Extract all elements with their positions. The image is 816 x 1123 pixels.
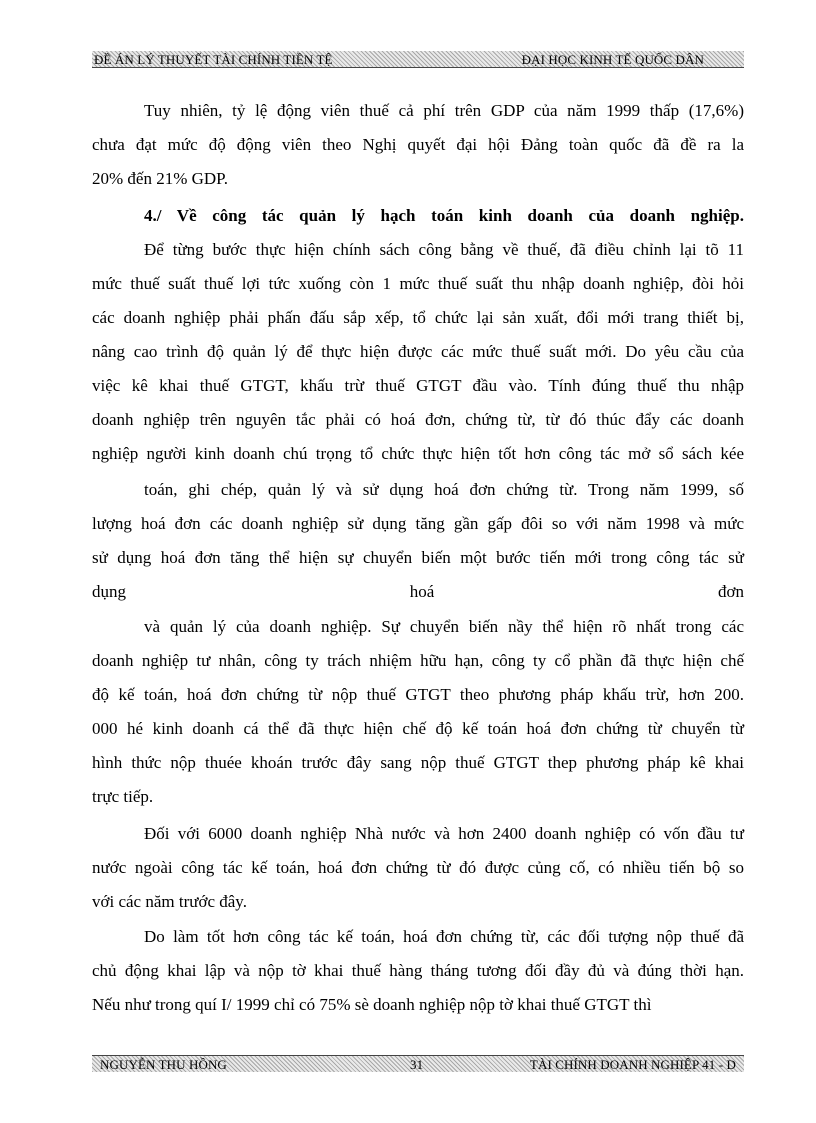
text-line: hình thức nộp thuée khoán trước đây sang nộp thuế GTGT thep phương pháp kê khai (92, 753, 744, 772)
page-header (92, 51, 744, 68)
text-line: Đối với 6000 doanh nghiệp Nhà nước và hơn 2400 doanh nghiệp có vốn đầu tư (144, 824, 744, 843)
page-footer (92, 1055, 744, 1072)
text-line: sử dụng hoá đơn tăng thể hiện sự chuyển biến một bước tiến mới trong công tác sử (92, 548, 744, 567)
text-line: 20% đến 21% GDP. (92, 169, 228, 188)
text-line: Tuy nhiên, tỷ lệ động viên thuế cả phí trên GDP của năm 1999 thấp (17,6%) (144, 101, 744, 120)
text-line: toán, ghi chép, quản lý và sử dụng hoá đơn chứng từ. Trong năm 1999, số (144, 480, 744, 499)
section-heading: 4./ Về công tác quản lý hạch toán kinh doanh của doanh nghiệp. (144, 206, 744, 225)
text-line: dụng hoá đơn (92, 582, 744, 601)
page-number: 31 (410, 1057, 424, 1072)
text-line: mức thuế suất thuế lợi tức xuống còn 1 mức thuế suất thu nhập doanh nghiệp, đòi hỏi (92, 274, 744, 293)
text-line: trực tiếp. (92, 787, 154, 806)
header-course-title: ĐỀ ÁN LÝ THUYẾT TÀI CHÍNH TIỀN TỆ (94, 52, 333, 67)
text-line: Do làm tốt hơn công tác kế toán, hoá đơn chứng từ, các đối tượng nộp thuế đã (144, 927, 744, 946)
text-line: và quản lý của doanh nghiệp. Sự chuyển biến nầy thể hiện rõ nhất trong các (144, 617, 744, 636)
text-line: với các năm trước đây. (92, 892, 247, 911)
text-line: độ kế toán, hoá đơn chứng từ nộp thuế GTGT theo phương pháp khấu trừ, hơn 200. (92, 685, 744, 704)
footer-author: NGUYỄN THU HỒNG (100, 1057, 227, 1072)
footer-class: TÀI CHÍNH DOANH NGHIỆP 41 - D (529, 1057, 736, 1072)
text-line: Để từng bước thực hiện chính sách công bằng về thuế, đã điều chỉnh lại tõ 11 (144, 240, 744, 259)
text-line: chưa đạt mức độ động viên theo Nghị quyết đại hội Đảng toàn quốc đã đề ra la (92, 135, 744, 154)
header-university: ĐẠI HỌC KINH TẾ QUỐC DÂN (521, 52, 704, 67)
text-line: lượng hoá đơn các doanh nghiệp sử dụng tăng gần gấp đôi so với năm 1998 và mức (92, 514, 744, 533)
text-line: 000 hé kinh doanh cá thể đã thực hiện chế độ kế toán hoá đơn chứng từ chuyển từ (92, 719, 744, 738)
text-line: việc kê khai thuế GTGT, khấu trừ thuế GTGT đầu vào. Tính đúng thuế thu nhập (92, 376, 744, 395)
text-line: doanh nghiệp tư nhân, công ty trách nhiệm hữu hạn, công ty cổ phần đã thực hiện chế (92, 651, 744, 670)
text-line: chủ động khai lập và nộp tờ khai thuế hàng tháng tương đối đầy đủ và đúng thời hạn. (92, 961, 744, 980)
text-line: nâng cao trình độ quản lý để thực hiện được các mức thuế suất mới. Do yêu cầu của (92, 342, 744, 361)
text-line: Nếu như trong quí I/ 1999 chỉ có 75% sè doanh nghiệp nộp tờ khai thuế GTGT thì (92, 995, 652, 1014)
text-line: doanh nghiệp trên nguyên tắc phải có hoá đơn, chứng từ, từ đó thúc đẩy các doanh (92, 410, 744, 429)
text-line: các doanh nghiệp phải phấn đấu sắp xếp, tổ chức lại sản xuất, đổi mới trang thiết bị, (92, 308, 744, 327)
text-line: nước ngoài công tác kế toán, hoá đơn chứng từ đó được củng cố, có nhiều tiến bộ so (92, 858, 744, 877)
text-line: nghiệp người kinh doanh chú trọng tổ chức thực hiện tốt hơn công tác mở sổ sách kée (92, 444, 744, 463)
